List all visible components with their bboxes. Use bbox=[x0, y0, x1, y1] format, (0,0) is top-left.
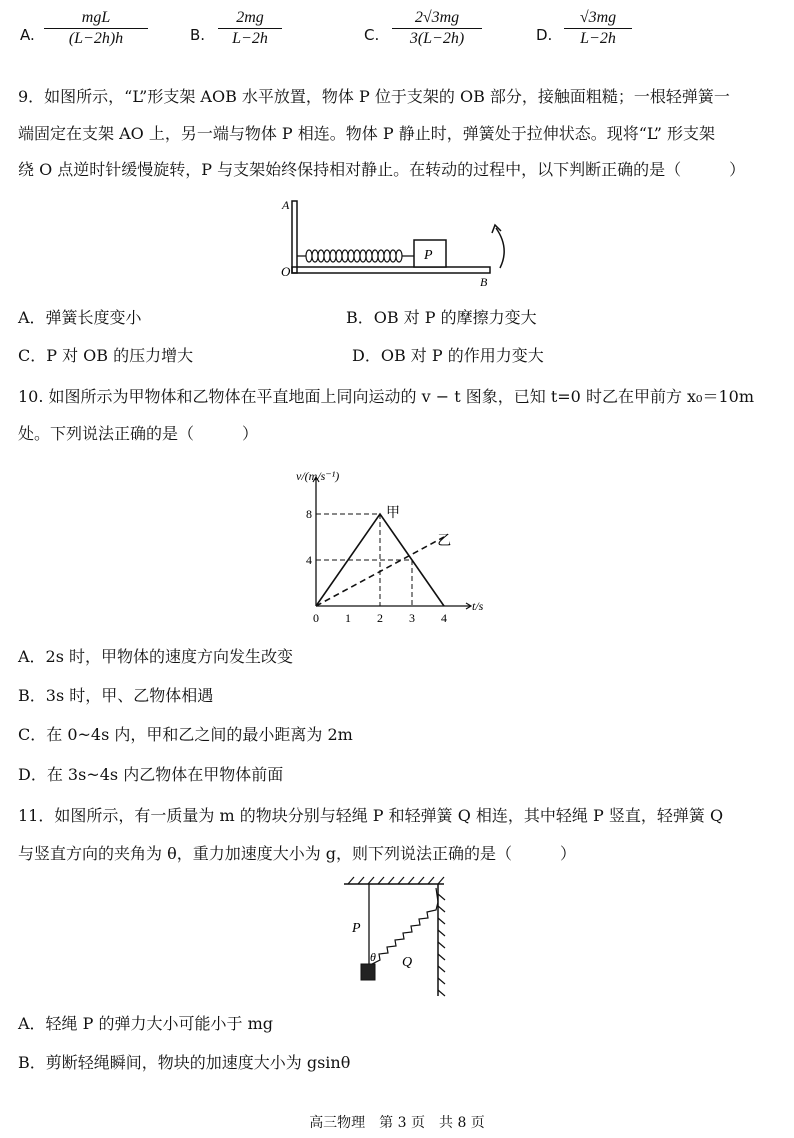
chart-labels bbox=[296, 469, 484, 625]
q9-option-b: B．OB 对 P 的摩擦力变大 bbox=[346, 308, 537, 327]
label-q: Q bbox=[402, 955, 413, 970]
q8-option-c-fraction bbox=[392, 9, 482, 48]
q8-option-a-letter: A. bbox=[20, 26, 35, 44]
q9-stem-line-3: 绕 O 点逆时针缓慢旋转，P 与支架始终保持相对静止。在转动的过程中，以下判断正确的是（ ） bbox=[18, 160, 746, 179]
q8-option-d-fraction bbox=[564, 9, 632, 48]
q8-option-c-letter: C. bbox=[364, 26, 380, 44]
label-o: O bbox=[281, 264, 291, 279]
q9-option-a: A．弹簧长度变小 bbox=[18, 308, 142, 327]
q9-option-c: C．P 对 OB 的压力增大 bbox=[18, 346, 194, 365]
label-a: A bbox=[282, 198, 290, 212]
q11-option-b: B．剪断轻绳瞬间，物块的加速度大小为 gsinθ bbox=[18, 1053, 351, 1072]
y-tick-label: 4 bbox=[306, 553, 312, 567]
x-tick-label: 1 bbox=[345, 611, 351, 625]
x-axis-label: t/s bbox=[472, 599, 484, 613]
support-arm-ob bbox=[292, 267, 490, 273]
q9-option-d: D．OB 对 P 的作用力变大 bbox=[352, 346, 544, 365]
q9-figure-l-bracket bbox=[278, 196, 514, 288]
denominator: L−2h bbox=[232, 30, 268, 47]
q8-option-b-letter: B. bbox=[190, 26, 206, 44]
q10-option-b: B．3s 时，甲、乙物体相遇 bbox=[18, 686, 214, 705]
q11-figure-rope-spring bbox=[336, 874, 464, 1004]
label-theta: θ bbox=[370, 950, 376, 964]
q10-option-d: D．在 3s~4s 内乙物体在甲物体前面 bbox=[18, 765, 284, 784]
ceiling-hatch bbox=[348, 877, 444, 884]
label-p: P bbox=[352, 921, 361, 936]
mass-block bbox=[361, 964, 375, 980]
q10-option-c: C．在 0~4s 内，甲和乙之间的最小距离为 2m bbox=[18, 725, 353, 744]
q8-option-a-fraction bbox=[44, 9, 148, 48]
q10-stem-line-2: 处。下列说法正确的是（ ） bbox=[18, 424, 259, 443]
label-b: B bbox=[480, 275, 488, 288]
denominator: (L−2h)h bbox=[68, 30, 124, 47]
numerator: 2√3mg bbox=[414, 9, 460, 26]
label-p: P bbox=[424, 248, 433, 263]
denominator: 3(L−2h) bbox=[409, 30, 465, 47]
q9-stem-line-1: 9．如图所示，“L”形支架 AOB 水平放置，物体 P 位于支架的 OB 部分，接触面粗糙；一根轻弹簧一 bbox=[18, 87, 730, 106]
numerator: √3mg bbox=[579, 9, 617, 26]
x-tick-label: 2 bbox=[377, 611, 383, 625]
wall-hatch bbox=[438, 894, 445, 996]
page-footer: 高三物理 第 3 页 共 8 页 bbox=[309, 1115, 485, 1131]
x-tick-label: 3 bbox=[409, 611, 415, 625]
q9-stem-line-2: 端固定在支架 AO 上，另一端与物体 P 相连。物体 P 静止时，弹簧处于拉伸状态。现将“L” 形支架 bbox=[18, 124, 715, 143]
numerator: mgL bbox=[81, 9, 111, 26]
support-arm-ao bbox=[292, 201, 297, 273]
x-tick-label: 4 bbox=[441, 611, 447, 625]
q8-option-d-letter: D. bbox=[536, 26, 553, 44]
denominator: L−2h bbox=[580, 30, 616, 47]
series-label-yi: 乙 bbox=[437, 534, 452, 550]
rotation-arrow-icon bbox=[496, 228, 504, 268]
chart-guides bbox=[316, 514, 412, 606]
y-tick-label: 8 bbox=[306, 507, 312, 521]
q11-stem-line-1: 11．如图所示，有一质量为 m 的物块分别与轻绳 P 和轻弹簧 Q 相连，其中轻绳 P 竖直，轻弹簧 Q bbox=[18, 806, 724, 825]
q10-stem-line-1: 10. 如图所示为甲物体和乙物体在平直地面上同向运动的 v − t 图象，已知 t=0 时乙在甲前方 x₀＝10m bbox=[18, 387, 754, 406]
q10-option-a: A．2s 时，甲物体的速度方向发生改变 bbox=[18, 647, 294, 666]
spring-icon bbox=[297, 250, 414, 262]
numerator: 2mg bbox=[236, 9, 264, 26]
x-tick-label: 0 bbox=[313, 611, 319, 625]
q10-vt-chart bbox=[290, 468, 494, 626]
q11-option-a: A．轻绳 P 的弹力大小可能小于 mg bbox=[18, 1014, 273, 1033]
q11-stem-line-2: 与竖直方向的夹角为 θ，重力加速度大小为 g，则下列说法正确的是（ ） bbox=[18, 844, 577, 863]
q8-option-b-fraction bbox=[218, 9, 282, 48]
y-axis-label: v/(m/s⁻¹) bbox=[296, 469, 340, 483]
series-label-jia: 甲 bbox=[386, 506, 400, 521]
